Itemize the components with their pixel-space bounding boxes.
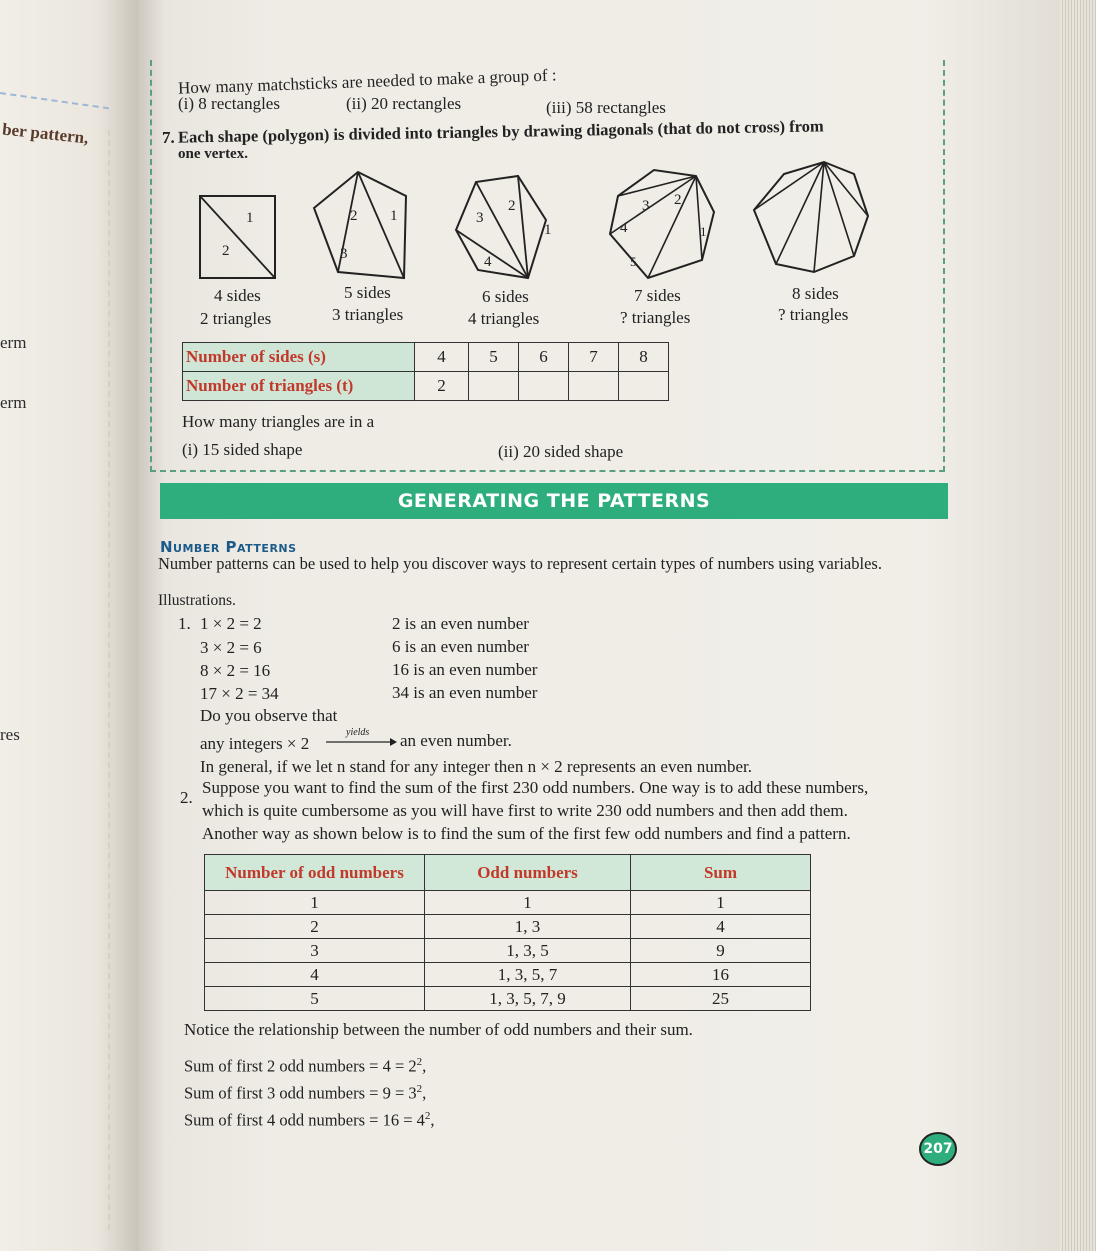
option-i: (i) 8 rectangles xyxy=(178,94,280,113)
table-cell: 2 xyxy=(415,372,469,401)
table-cell xyxy=(519,372,569,401)
octagon-shape xyxy=(754,162,868,272)
square-shape xyxy=(200,196,275,278)
triangle-label: 2 xyxy=(222,243,230,259)
shape-sides: 5 sides xyxy=(344,283,391,302)
table-cell: 7 xyxy=(569,343,619,372)
table-row xyxy=(205,891,811,915)
table-cell: 2 xyxy=(205,915,425,939)
equation: 3 × 2 = 6 xyxy=(200,638,262,657)
rule-right: an even number. xyxy=(400,731,512,750)
option-i: (i) 15 sided shape xyxy=(182,440,303,459)
question-7-text-cont: one vertex. xyxy=(178,146,248,162)
left-page-fragment: res xyxy=(0,725,20,744)
sum-text: Sum of first 3 odd numbers = 9 = 3 xyxy=(184,1083,417,1103)
left-page-fragment: ber pattern, xyxy=(1,119,90,148)
triangle-label: 5 xyxy=(630,254,637,269)
table-row xyxy=(183,343,669,372)
question-number: 7. xyxy=(162,128,175,147)
shape-triangles: 2 triangles xyxy=(200,309,272,328)
item-number: 2. xyxy=(180,788,193,807)
column-header: Sum xyxy=(631,855,811,891)
observe-text: Do you observe that xyxy=(200,706,338,725)
general-statement: In general, if we let n stand for any integer then n × 2 represents an even number. xyxy=(200,757,752,776)
page-number-badge: 207 xyxy=(919,1132,957,1166)
section-heading: GENERATING THE PATTERNS xyxy=(160,483,948,519)
arrow-icon xyxy=(326,736,398,748)
table-cell: 4 xyxy=(631,915,811,939)
triangle-label: 3 xyxy=(476,210,484,226)
shape-triangles: 4 triangles xyxy=(468,309,540,328)
table-cell: 1 xyxy=(425,891,631,915)
item-number: 1. xyxy=(178,614,191,633)
sum-line xyxy=(184,1056,426,1077)
shape-sides: 8 sides xyxy=(792,284,839,303)
textbook-page xyxy=(138,0,1060,1251)
equation-result: 16 is an even number xyxy=(392,660,538,679)
exponent: 2 xyxy=(416,1083,423,1095)
polygon-figures xyxy=(178,160,938,290)
sum-line xyxy=(184,1110,435,1131)
row-label: Number of triangles (t) xyxy=(183,372,415,401)
sum-line xyxy=(184,1083,426,1104)
triangle-label: 2 xyxy=(508,198,516,214)
sum-tail: , xyxy=(422,1083,427,1103)
table-cell: 1, 3, 5 xyxy=(425,939,631,963)
table-row xyxy=(205,939,811,963)
triangle-label: 1 xyxy=(700,224,707,239)
shape-sides: 7 sides xyxy=(634,286,681,305)
table-cell: 8 xyxy=(619,343,669,372)
sum-text: Sum of first 4 odd numbers = 16 = 4 xyxy=(184,1110,425,1130)
exponent: 2 xyxy=(416,1056,423,1068)
sum-tail: , xyxy=(430,1110,435,1130)
column-header: Number of odd numbers xyxy=(205,855,425,891)
triangle-label: 1 xyxy=(544,222,552,238)
shape-triangles: ? triangles xyxy=(778,305,849,324)
triangle-label: 4 xyxy=(484,254,492,270)
equation: 17 × 2 = 34 xyxy=(200,684,279,703)
table-cell: 16 xyxy=(631,963,811,987)
table-cell: 5 xyxy=(469,343,519,372)
equation-result: 2 is an even number xyxy=(392,614,529,633)
table-cell: 25 xyxy=(631,987,811,1011)
illustrations-label: Illustrations. xyxy=(158,592,236,609)
matchsticks-question: How many matchsticks are needed to make a group of : xyxy=(177,65,557,98)
table-cell: 6 xyxy=(519,343,569,372)
item2-line: which is quite cumbersome as you will have first to write 230 odd numbers and then add them. xyxy=(202,801,848,820)
table-cell: 1 xyxy=(631,891,811,915)
dashed-border xyxy=(108,130,110,1230)
row-label: Number of sides (s) xyxy=(183,343,415,372)
option-iii: (iii) 58 rectangles xyxy=(546,98,666,117)
notice-text: Notice the relationship between the number of odd numbers and their sum. xyxy=(184,1020,693,1039)
left-page-fragment: erm xyxy=(0,333,27,352)
pentagon-shape xyxy=(314,172,406,278)
triangle-label: 2 xyxy=(674,192,682,208)
shape-triangles: 3 triangles xyxy=(332,305,404,324)
subheading: Number Patterns xyxy=(160,538,297,556)
table-cell: 1, 3, 5, 7, 9 xyxy=(425,987,631,1011)
table-cell: 1 xyxy=(205,891,425,915)
table-cell: 1, 3, 5, 7 xyxy=(425,963,631,987)
table-cell xyxy=(619,372,669,401)
table-cell: 1, 3 xyxy=(425,915,631,939)
odd-numbers-table xyxy=(204,854,811,1011)
triangle-label: 2 xyxy=(350,208,358,224)
equation-result: 6 is an even number xyxy=(392,637,529,656)
option-ii: (ii) 20 sided shape xyxy=(498,442,624,461)
triangle-label: 1 xyxy=(246,210,254,226)
dashed-border xyxy=(0,92,109,109)
intro-text: Number patterns can be used to help you discover ways to represent certain types of numbers using variables. xyxy=(158,554,882,573)
sides-triangles-table xyxy=(182,342,669,401)
shape-triangles: ? triangles xyxy=(620,308,691,327)
column-header: Odd numbers xyxy=(425,855,631,891)
triangle-label: 1 xyxy=(390,208,398,224)
exponent: 2 xyxy=(424,1110,431,1122)
sum-tail: , xyxy=(422,1056,427,1076)
left-page-fragment: erm xyxy=(0,393,27,412)
item2-line: Suppose you want to find the sum of the first 230 odd numbers. One way is to add these numbers, xyxy=(202,778,869,797)
shape-sides: 4 sides xyxy=(214,286,261,305)
table-row xyxy=(183,372,669,401)
table-cell: 3 xyxy=(205,939,425,963)
item2-line: Another way as shown below is to find the sum of the first few odd numbers and find a pattern. xyxy=(202,824,851,843)
table-row xyxy=(205,915,811,939)
table-cell xyxy=(469,372,519,401)
table-cell: 5 xyxy=(205,987,425,1011)
table-header-row xyxy=(205,855,811,891)
rule-left: any integers × 2 xyxy=(200,734,310,753)
hexagon-shape xyxy=(456,176,546,278)
table-cell: 9 xyxy=(631,939,811,963)
triangle-label: 3 xyxy=(340,246,348,262)
triangle-label: 4 xyxy=(620,220,628,236)
table-cell xyxy=(569,372,619,401)
shape-sides: 6 sides xyxy=(482,287,529,306)
equation: 8 × 2 = 16 xyxy=(200,661,271,680)
triangles-question: How many triangles are in a xyxy=(182,412,375,431)
table-cell: 4 xyxy=(205,963,425,987)
arrow-label: yields xyxy=(346,727,370,738)
triangle-label: 3 xyxy=(642,198,650,214)
question-7-text: Each shape (polygon) is divided into triangles by drawing diagonals (that do not cross) from xyxy=(177,116,824,147)
page-edges xyxy=(1060,0,1096,1251)
equation: 1 × 2 = 2 xyxy=(200,614,262,633)
table-row xyxy=(205,963,811,987)
option-ii: (ii) 20 rectangles xyxy=(346,94,462,113)
facing-page xyxy=(0,0,138,1251)
equation-result: 34 is an even number xyxy=(392,683,538,702)
table-row xyxy=(205,987,811,1011)
table-cell: 4 xyxy=(415,343,469,372)
sum-text: Sum of first 2 odd numbers = 4 = 2 xyxy=(184,1056,417,1076)
